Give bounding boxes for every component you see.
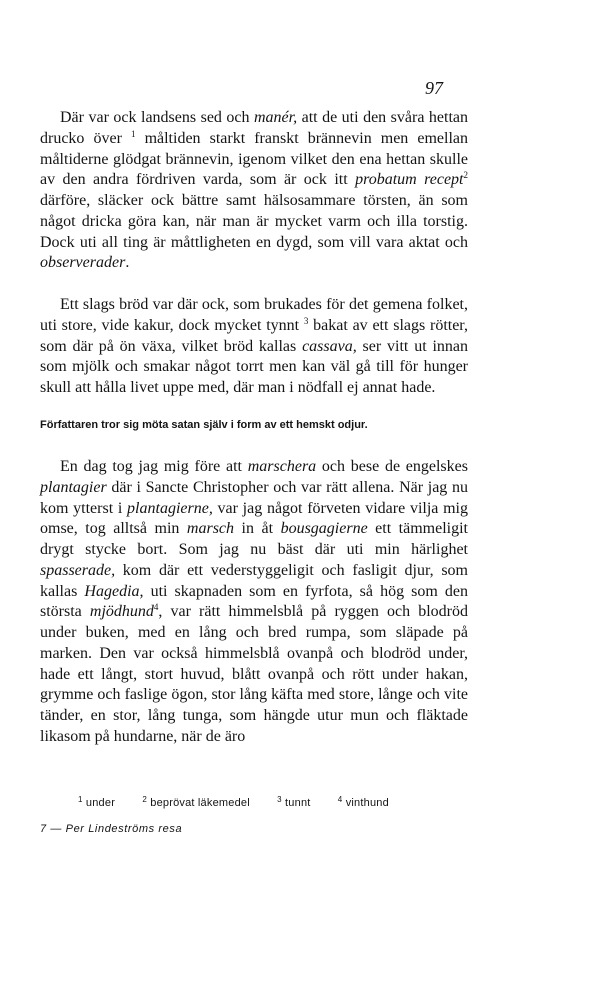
footnote-text: tunnt [285,797,311,809]
italic-term: plantagierne, [127,499,213,517]
italic-term: probatum recept [355,171,464,189]
text-run: , var rätt himmelsblå på ryggen och blodröd under buken, med en lång och bred rumpa, som släpade på marken. Den var också himmelsblå ovanpå och blodröd under, hade ett långt, stort huvud, blått ovanpå och rött under hakan, grymme och faslige ögon, stor lång käfta med store, långe och vite tänder, en stor, lång tunga, som hängde utur mun och fläktade likasom på hundarne, när de äro [40,603,468,745]
italic-term: mjödhund [89,603,154,621]
italic-term: cassava, [302,337,357,355]
body-paragraph-2 [40,295,468,399]
signature-title: Per Lindeströms resa [65,823,183,835]
text-run: . [125,254,130,272]
footnote-2 [142,797,262,809]
footnote-3 [277,797,322,809]
footnote-mark: 1 [78,795,83,804]
italic-term: marsch [186,520,235,538]
footnote-1 [78,797,127,809]
footnote-text: beprövat läkemedel [150,797,250,809]
text-run: kom där ett vederstyggeligit och fasligit djur, som kallas [40,561,468,600]
signature-number: 7 [40,823,47,835]
italic-term: Hagedia, [84,582,144,600]
italic-term: plantagier [40,478,107,496]
footnote-text: under [85,797,116,809]
text-run: bakat av ett slags rötter, som där på ön växa, vilket bröd kallas [40,316,468,355]
footnote-mark: 3 [277,795,282,804]
footnote-ref-3: 3 [303,315,309,326]
text-run: uti skapnaden som en fyrfota, så hög som den största [40,582,469,621]
text-run: måltiden starkt franskt brännevin men emellan måltiderne glödgat brännevin, igenom vilket den ena hettan skulle av den andra fördriven varda, som är ock itt [40,129,469,189]
footnote-ref-1: 1 [131,128,136,139]
text-run: var jag något förveten vidare vilja mig omse, tog alltså min [40,499,468,538]
footnote-4 [338,797,401,809]
italic-term: bousgagierne [280,520,368,538]
page-number: 97 [425,78,443,98]
footnote-ref-2: 2 [463,170,468,181]
text-run: där i Sancte Christopher och var rätt allena. När jag nu kom ytterst i [40,478,468,517]
footnote-mark: 2 [142,795,147,804]
body-paragraph-1 [40,108,468,274]
printer-signature [40,823,182,835]
footnote-ref-4: 4 [153,602,159,613]
text-run: Där var ock landsens sed och [60,109,254,126]
section-heading: Författaren tror sig möta satan själv i form av ett hemskt odjur. [40,419,368,431]
footnotes [78,797,413,809]
italic-term: manér, [254,109,298,126]
italic-term: marschera [247,458,317,475]
text-run: En dag tog jag mig före att [60,458,248,475]
footnote-text: vinthund [345,797,389,809]
text-run: därföre, släcker ock bättre samt hälsosammare törsten, än som något dricka göra kan, när man är mycket varm och illa torstig. Dock uti all ting är måttligheten en dygd, som vill vara aktat och [40,192,468,251]
text-run: ser vitt ut innan som mjölk och smakar något torrt men kan väl gå till för hunger skull att hålla livet uppe med, där man i nödfall ej annat hade. [40,337,469,396]
italic-term: observerader [40,254,126,272]
text-run: Ett slags bröd var där ock, som brukades för det gemena folket, uti store, vide kakur, dock mycket tynnt [40,296,468,334]
footnote-mark: 4 [337,795,343,804]
italic-term: spasserade, [40,561,116,579]
text-run: och bese de engelskes [316,458,468,475]
text-run: ett tämmeligit drygt stycke bort. Som jag nu bäst där uti min härlighet [40,520,469,558]
signature-dash: — [50,823,62,835]
body-paragraph-3 [40,457,468,748]
text-run: att de uti den svåra hettan drucko över [40,109,468,147]
text-run: in åt [234,520,281,538]
